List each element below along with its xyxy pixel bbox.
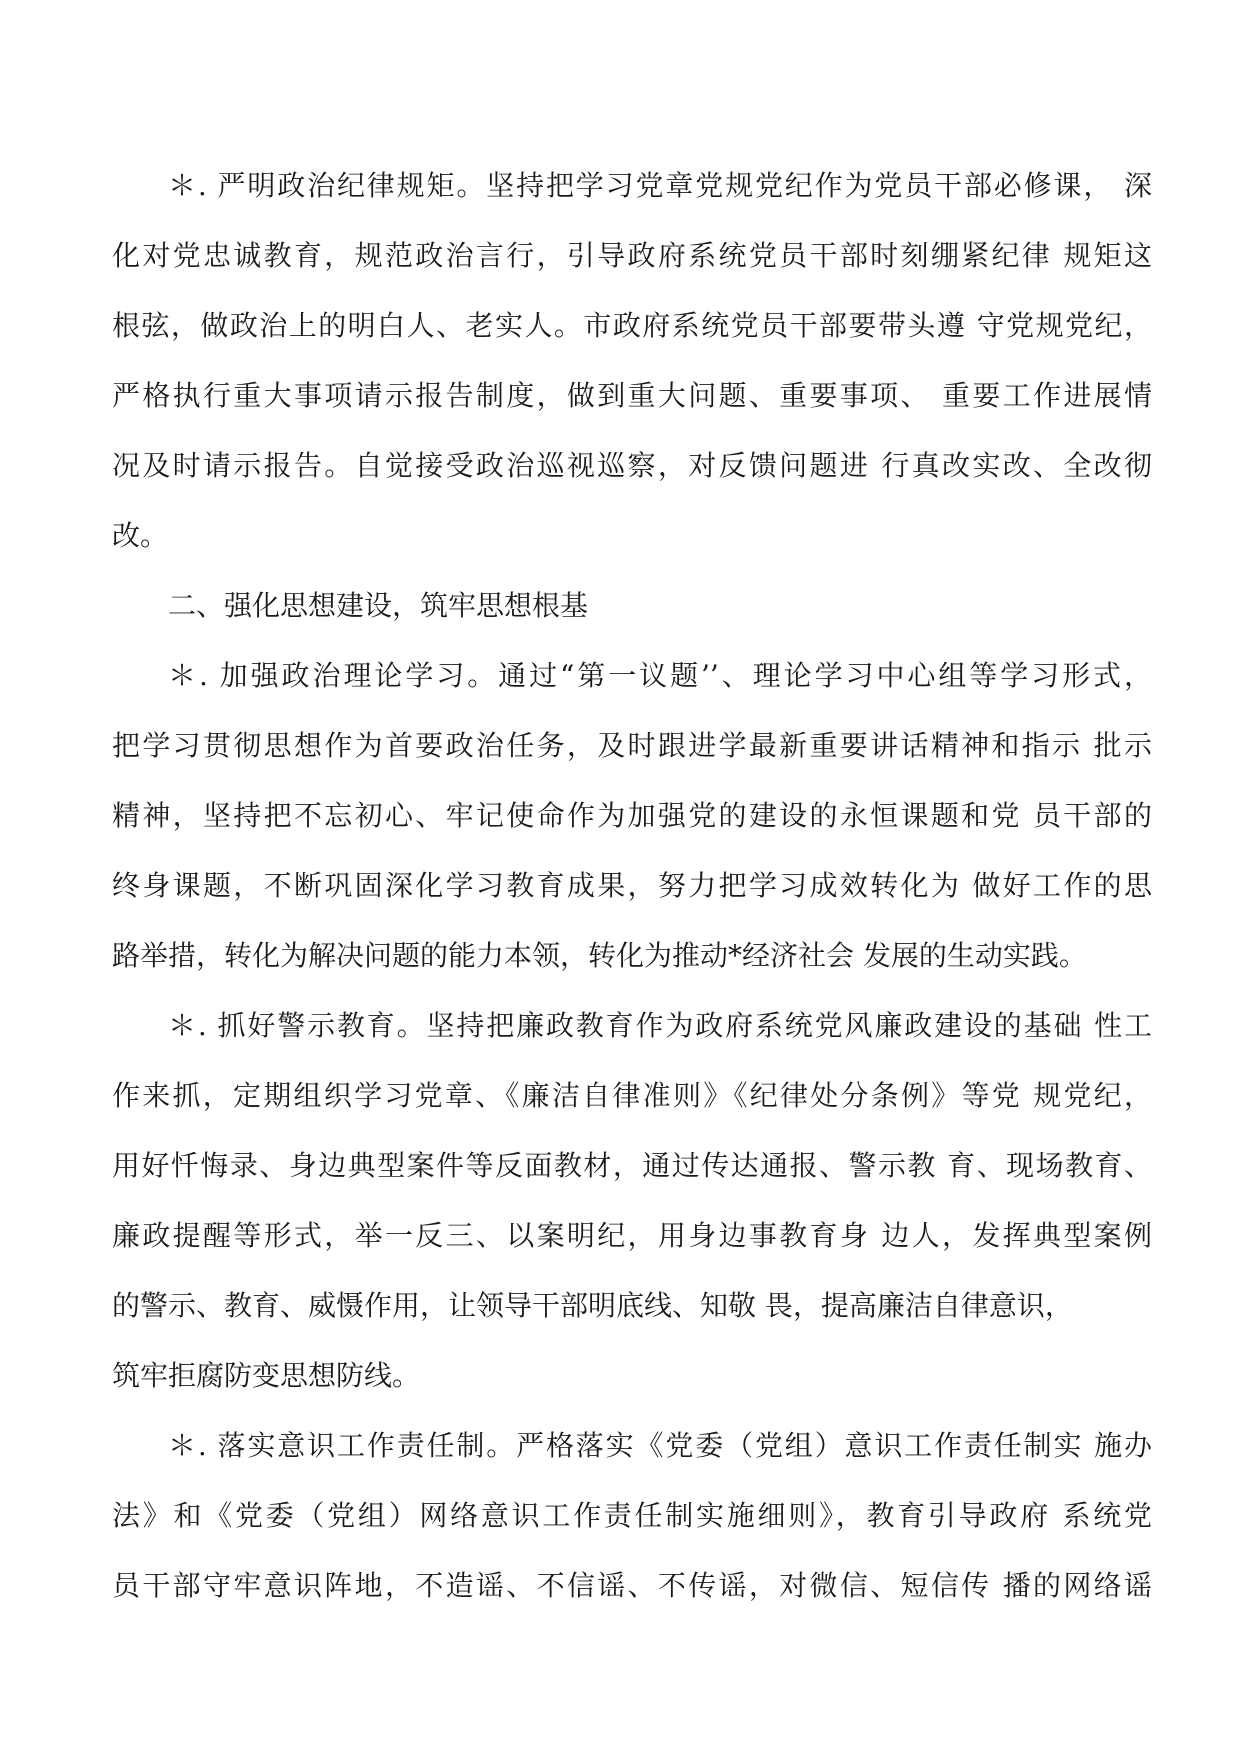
paragraph-line: 严格执行重大事项请示报告制度，做到重大问题、重要事项、 重要工作进展情	[112, 379, 1152, 412]
paragraph-line: ＊. 加强政治理论学习。通过“第一议题’’、理论学习中心组等学习形式，	[168, 659, 1152, 692]
paragraph-line: 廉政提醒等形式，举一反三、以案明纪，用身边事教育身 边人，发挥典型案例	[112, 1219, 1152, 1252]
paragraph-line: 员干部守牢意识阵地，不造谣、不信谣、不传谣，对微信、短信传 播的网络谣	[112, 1569, 1152, 1602]
paragraph-line: 用好忏悔录、身边典型案件等反面教材，通过传达通报、警示教 育、现场教育、	[112, 1149, 1152, 1182]
paragraph-line: ＊. 严明政治纪律规矩。坚持把学习党章党规党纪作为党员干部必修课， 深	[168, 169, 1152, 202]
paragraph-line: ＊. 抓好警示教育。坚持把廉政教育作为政府系统党风廉政建设的基础 性工	[168, 1009, 1152, 1042]
paragraph-line: 精神，坚持把不忘初心、牢记使命作为加强党的建设的永恒课题和党 员干部的	[112, 799, 1152, 832]
paragraph-line: 根弦，做政治上的明白人、老实人。市政府系统党员干部要带头遵 守党规党纪，	[112, 309, 1152, 342]
section-heading: 二、强化思想建设，筑牢思想根基	[168, 589, 589, 622]
paragraph-line: 法》和《党委（党组）网络意识工作责任制实施细则》，教育引导政府 系统党	[112, 1499, 1152, 1532]
paragraph-line: 路举措，转化为解决问题的能力本领，转化为推动*经济社会 发展的生动实践。	[112, 939, 1087, 972]
paragraph-line: 筑牢拒腐防变思想防线。	[112, 1359, 421, 1392]
paragraph-line: 把学习贯彻思想作为首要政治任务，及时跟进学最新重要讲话精神和指示 批示	[112, 729, 1152, 762]
paragraph-line: 况及时请示报告。自觉接受政治巡视巡察，对反馈问题进 行真改实改、全改彻	[112, 449, 1152, 482]
paragraph-line: 作来抓，定期组织学习党章、《廉洁自律准则》《纪律处分条例》等党 规党纪，	[112, 1079, 1152, 1112]
paragraph-line: 的警示、教育、威慑作用，让领导干部明底线、知敬 畏，提高廉洁自律意识，	[112, 1289, 1073, 1322]
paragraph-line: 终身课题，不断巩固深化学习教育成果，努力把学习成效转化为 做好工作的思	[112, 869, 1152, 902]
paragraph-line: ＊. 落实意识工作责任制。严格落实《党委（党组）意识工作责任制实 施办	[168, 1429, 1152, 1462]
paragraph-line: 化对党忠诚教育，规范政治言行，引导政府系统党员干部时刻绷紧纪律 规矩这	[112, 239, 1152, 272]
paragraph-line: 改。	[112, 519, 169, 552]
